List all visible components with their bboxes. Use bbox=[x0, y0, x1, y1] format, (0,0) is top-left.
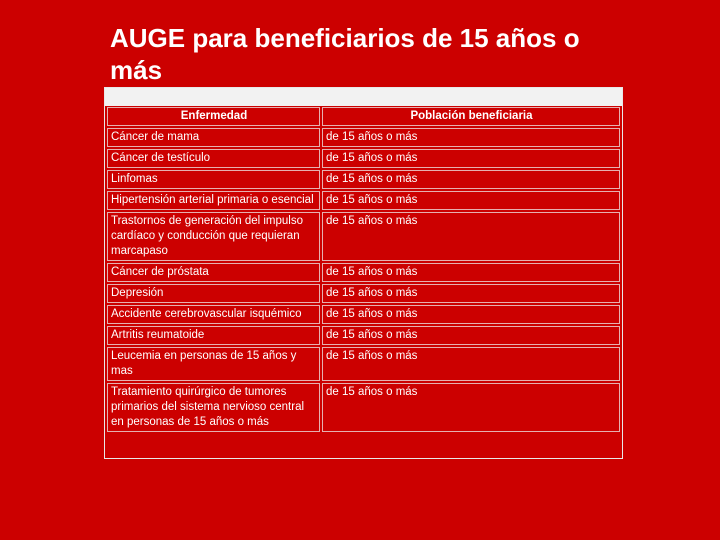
table-row bbox=[107, 128, 620, 147]
cell-enfermedad: Accidente cerebrovascular isquémico bbox=[107, 305, 320, 324]
cell-enfermedad: Cáncer de mama bbox=[107, 128, 320, 147]
cell-poblacion: de 15 años o más bbox=[322, 326, 620, 345]
cell-poblacion: de 15 años o más bbox=[322, 347, 620, 381]
table-row bbox=[107, 284, 620, 303]
table-row bbox=[107, 305, 620, 324]
table-row bbox=[107, 326, 620, 345]
table-row bbox=[107, 170, 620, 189]
cell-enfermedad: Trastornos de generación del impulso cardíaco y conducción que requieran marcapaso bbox=[107, 212, 320, 261]
cell-poblacion: de 15 años o más bbox=[322, 263, 620, 282]
cell-poblacion: de 15 años o más bbox=[322, 149, 620, 168]
cell-enfermedad: Artritis reumatoide bbox=[107, 326, 320, 345]
cell-enfermedad: Depresión bbox=[107, 284, 320, 303]
cell-poblacion: de 15 años o más bbox=[322, 191, 620, 210]
cell-enfermedad: Cáncer de próstata bbox=[107, 263, 320, 282]
table-row bbox=[107, 191, 620, 210]
table-row bbox=[107, 263, 620, 282]
cell-poblacion: de 15 años o más bbox=[322, 170, 620, 189]
cell-poblacion: de 15 años o más bbox=[322, 284, 620, 303]
header-enfermedad: Enfermedad bbox=[107, 107, 320, 126]
cell-poblacion: de 15 años o más bbox=[322, 305, 620, 324]
cell-poblacion: de 15 años o más bbox=[322, 128, 620, 147]
cell-enfermedad: Hipertensión arterial primaria o esencial bbox=[107, 191, 320, 210]
table-row bbox=[107, 212, 620, 261]
table-top-bar bbox=[105, 88, 622, 106]
table-header-row bbox=[107, 107, 620, 126]
cell-enfermedad: Leucemia en personas de 15 años y mas bbox=[107, 347, 320, 381]
slide-title: AUGE para beneficiarios de 15 años o más bbox=[110, 23, 580, 85]
cell-enfermedad: Tratamiento quirúrgico de tumores primarios del sistema nervioso central en personas de 15 años o más bbox=[107, 383, 320, 432]
cell-poblacion: de 15 años o más bbox=[322, 383, 620, 432]
cell-enfermedad: Linfomas bbox=[107, 170, 320, 189]
cell-poblacion: de 15 años o más bbox=[322, 212, 620, 261]
disease-table bbox=[105, 105, 622, 434]
beneficiary-table bbox=[104, 87, 623, 459]
table-row bbox=[107, 149, 620, 168]
cell-enfermedad: Cáncer de testículo bbox=[107, 149, 320, 168]
table-row bbox=[107, 347, 620, 381]
table-row bbox=[107, 383, 620, 432]
header-poblacion: Población beneficiaria bbox=[322, 107, 620, 126]
